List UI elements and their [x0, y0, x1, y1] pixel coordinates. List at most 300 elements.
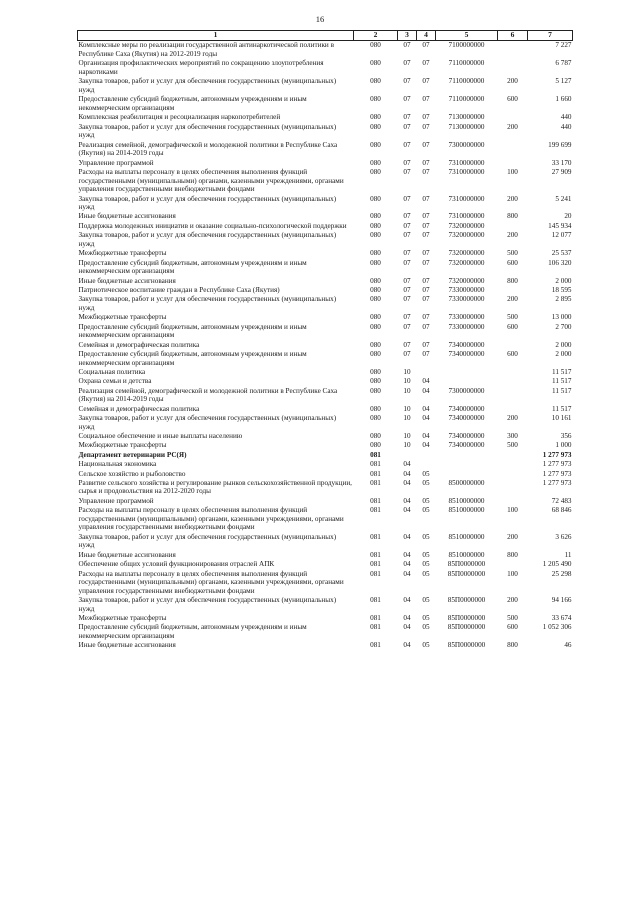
cell-c6: 600: [507, 95, 518, 104]
row-label: Сельское хозяйство и рыболовство: [78, 469, 186, 478]
cell-c5: 7310000000: [448, 167, 485, 176]
cell-c6: 800: [507, 212, 518, 221]
cell-c4: 05: [422, 596, 430, 605]
cell-c4: 07: [422, 194, 430, 203]
column-header: 1: [78, 31, 354, 41]
cell-c5: 8510000000: [448, 550, 485, 559]
cell-c3: 10: [403, 414, 411, 423]
cell-c2: 080: [370, 122, 381, 131]
cell-c5: [436, 460, 498, 469]
cell-c5: [436, 469, 498, 478]
cell-c5: 7340000000: [448, 404, 485, 413]
cell-c4: 05: [422, 569, 430, 578]
table-row: [78, 496, 573, 505]
cell-c6: [498, 560, 528, 569]
row-label: Комплексная реабилитация и ресоциализация наркопотребителей: [78, 113, 281, 122]
cell-c3: 07: [403, 59, 411, 68]
cell-c5: 7310000000: [448, 194, 485, 203]
table-row: [78, 386, 573, 404]
cell-c7: 3 626: [555, 532, 572, 541]
cell-c6: 200: [507, 194, 518, 203]
cell-c2: 081: [370, 496, 381, 505]
row-label: Межбюджетные трансферты: [78, 313, 167, 322]
row-label: Комплексные меры по реализации государственной антинаркотической политики в Республике Саха (Якутия) на 2012-2019 годы: [78, 41, 334, 58]
cell-c6: [498, 469, 528, 478]
cell-c2: 081: [370, 450, 381, 459]
cell-c5: 85П0000000: [447, 641, 486, 650]
table-row: [78, 212, 573, 221]
cell-c5: 7340000000: [448, 441, 485, 450]
cell-c2: 080: [370, 414, 381, 423]
cell-c7: 1 277 973: [542, 450, 572, 459]
page-number: 16: [315, 14, 325, 24]
cell-c7: 11 517: [552, 367, 572, 376]
cell-c3: 10: [403, 404, 411, 413]
cell-c4: 04: [422, 414, 430, 423]
table-row: [78, 168, 573, 195]
cell-c6: [498, 479, 528, 497]
cell-c7: 5 127: [555, 77, 572, 86]
cell-c7: 25 298: [551, 569, 572, 578]
table-row: [78, 59, 573, 77]
cell-c2: 080: [370, 231, 381, 240]
table-row: [78, 432, 573, 441]
cell-c4: 07: [422, 295, 430, 304]
row-label: Иные бюджетные ассигнования: [78, 276, 176, 285]
cell-c2: 081: [370, 641, 381, 650]
cell-c4: 07: [422, 249, 430, 258]
cell-c7: 199 699: [548, 140, 572, 149]
cell-c2: 080: [370, 367, 381, 376]
cell-c4: 04: [422, 386, 430, 395]
cell-c3: 07: [403, 167, 411, 176]
cell-c5: 7320000000: [448, 276, 485, 285]
table-header-row: [78, 31, 573, 41]
cell-c7: 2 895: [555, 295, 572, 304]
cell-c7: 1 205 490: [542, 560, 572, 569]
cell-c3: 10: [403, 441, 411, 450]
cell-c3: 04: [403, 596, 411, 605]
cell-c3: 07: [403, 276, 411, 285]
table-row: [78, 623, 573, 641]
cell-c2: 080: [370, 221, 381, 230]
cell-c6: 500: [507, 614, 518, 623]
cell-c4: 07: [422, 212, 430, 221]
cell-c7: 10 161: [551, 414, 572, 423]
cell-c4: 07: [422, 113, 430, 122]
row-label: Реализация семейной, демографической и молодежной политики в Республике Саха (Якутия) на 2014-2019 годы: [78, 140, 338, 158]
table-row: [78, 77, 573, 95]
cell-c3: 04: [403, 532, 411, 541]
table-row: [78, 140, 573, 158]
cell-c3: 07: [403, 295, 411, 304]
cell-c4: 04: [422, 432, 430, 441]
cell-c4: 07: [422, 285, 430, 294]
table-row: [78, 460, 573, 469]
cell-c6: [498, 158, 528, 167]
cell-c4: 07: [422, 349, 430, 358]
row-label: Закупка товаров, работ и услуг для обеспечения государственных (муниципальных) нужд: [78, 596, 337, 613]
cell-c3: [398, 450, 417, 459]
table-row: [78, 404, 573, 413]
cell-c7: 27 909: [551, 167, 572, 176]
cell-c6: 100: [507, 506, 518, 515]
cell-c4: 05: [422, 623, 430, 632]
cell-c2: 080: [370, 140, 381, 149]
cell-c6: [498, 221, 528, 230]
cell-c7: 20: [564, 212, 572, 221]
cell-c3: 04: [403, 641, 411, 650]
table-row: [78, 122, 573, 140]
cell-c6: [498, 450, 528, 459]
cell-c5: 7320000000: [448, 258, 485, 267]
cell-c4: 07: [422, 122, 430, 131]
cell-c5: 7110000000: [448, 95, 485, 104]
cell-c7: 7 227: [555, 41, 572, 50]
cell-c2: 080: [370, 404, 381, 413]
cell-c5: 8510000000: [448, 506, 485, 515]
table-row: [78, 506, 573, 533]
cell-c5: 7110000000: [448, 59, 485, 68]
cell-c2: 080: [370, 59, 381, 68]
cell-c6: 200: [507, 414, 518, 423]
row-label: Расходы на выплаты персоналу в целях обеспечения выполнения функций государственными (муниципальными) органами, казенными учреждениями, органами управления государственными внебюджетными фондами: [78, 569, 344, 595]
cell-c4: 05: [422, 614, 430, 623]
cell-c6: [498, 113, 528, 122]
cell-c5: 7340000000: [448, 340, 485, 349]
row-label: Управление программой: [78, 496, 154, 505]
cell-c2: 081: [370, 478, 381, 487]
cell-c4: 07: [422, 95, 430, 104]
cell-c2: 080: [370, 194, 381, 203]
cell-c2: 080: [370, 313, 381, 322]
cell-c4: [417, 460, 436, 469]
cell-c5: 7330000000: [448, 313, 485, 322]
cell-c4: 05: [422, 506, 430, 515]
cell-c5: 7320000000: [448, 221, 485, 230]
cell-c4: 04: [422, 377, 430, 386]
table-row: [78, 249, 573, 258]
cell-c7: 145 934: [548, 221, 572, 230]
cell-c2: 081: [370, 560, 381, 569]
cell-c4: 05: [422, 478, 430, 487]
cell-c2: 080: [370, 249, 381, 258]
cell-c4: 07: [422, 231, 430, 240]
cell-c2: 080: [370, 258, 381, 267]
table-row: [78, 41, 573, 59]
row-label: Предоставление субсидий бюджетным, автономным учреждениям и иным некоммерческим организациям: [78, 349, 307, 367]
cell-c7: 46: [564, 641, 572, 650]
row-label: Расходы на выплаты персоналу в целях обеспечения выполнения функций государственными (муниципальными) органами, казенными учреждениями, органами управления государственными внебюджетными фондами: [78, 506, 344, 532]
cell-c3: 07: [403, 322, 411, 331]
cell-c3: 07: [403, 140, 411, 149]
cell-c2: 081: [370, 596, 381, 605]
row-label: Иные бюджетные ассигнования: [78, 550, 176, 559]
cell-c6: [498, 340, 528, 349]
cell-c6: [498, 386, 528, 404]
cell-c4: 07: [422, 140, 430, 149]
row-label: Закупка товаров, работ и услуг для обеспечения государственных (муниципальных) нужд: [78, 414, 337, 431]
row-label: Расходы на выплаты персоналу в целях обеспечения выполнения функций государственными (муниципальными) органами, казенными учреждениями, органами управления государственными внебюджетными фондами: [78, 167, 344, 194]
cell-c3: 07: [403, 212, 411, 221]
row-label: Закупка товаров, работ и услуг для обеспечения государственных (муниципальных) нужд: [78, 122, 337, 140]
cell-c2: 080: [370, 386, 381, 395]
cell-c7: 11: [564, 550, 572, 559]
row-label: Закупка товаров, работ и услуг для обеспечения государственных (муниципальных) нужд: [78, 295, 337, 312]
cell-c3: 07: [403, 122, 411, 131]
cell-c5: 8510000000: [448, 496, 485, 505]
cell-c4: 04: [422, 441, 430, 450]
table-row: [78, 231, 573, 249]
cell-c3: 04: [403, 496, 411, 505]
cell-c6: 600: [507, 623, 518, 632]
table-body: [78, 41, 573, 651]
cell-c6: [498, 404, 528, 413]
cell-c3: 07: [403, 158, 411, 167]
cell-c5: 7320000000: [448, 249, 485, 258]
cell-c3: 04: [403, 550, 411, 559]
cell-c3: 07: [403, 231, 411, 240]
row-label: Развитие сельского хозяйства и регулирование рынков сельскохозяйственной продукции, сырья и продовольствия на 2012-2020 годы: [78, 478, 352, 496]
table-row: [78, 532, 573, 550]
cell-c2: 080: [370, 441, 381, 450]
table-row: [78, 194, 573, 212]
cell-c3: 10: [403, 377, 411, 386]
table-row: [78, 276, 573, 285]
column-header: 2: [354, 31, 398, 41]
cell-c4: 05: [422, 560, 430, 569]
cell-c5: 7300000000: [448, 386, 485, 395]
cell-c5: 8510000000: [448, 532, 485, 541]
cell-c4: 07: [422, 221, 430, 230]
cell-c5: 7130000000: [448, 113, 485, 122]
cell-c3: 07: [403, 221, 411, 230]
cell-c7: 1 000: [555, 441, 572, 450]
cell-c7: 12 077: [551, 231, 572, 240]
cell-c2: 080: [370, 295, 381, 304]
row-label: Закупка товаров, работ и услуг для обеспечения государственных (муниципальных) нужд: [78, 194, 337, 212]
cell-c6: [498, 460, 528, 469]
table-row: [78, 450, 573, 459]
cell-c6: 500: [507, 441, 518, 450]
cell-c7: 33 170: [551, 158, 572, 167]
cell-c3: 10: [403, 386, 411, 395]
cell-c2: 081: [370, 569, 381, 578]
cell-c3: 07: [403, 313, 411, 322]
cell-c5: 85П0000000: [447, 560, 486, 569]
row-label: Национальная экономика: [78, 460, 157, 469]
cell-c4: 05: [422, 496, 430, 505]
column-header: 6: [498, 31, 528, 41]
row-label: Патриотическое воспитание граждан в Республике Саха (Якутия): [78, 285, 280, 294]
cell-c4: 07: [422, 313, 430, 322]
row-label: Иные бюджетные ассигнования: [78, 212, 176, 221]
cell-c7: 68 846: [551, 506, 572, 515]
cell-c4: 04: [422, 404, 430, 413]
cell-c2: 081: [370, 460, 381, 469]
cell-c7: 2 000: [555, 349, 572, 358]
cell-c6: [498, 140, 528, 158]
cell-c6: [498, 368, 528, 377]
cell-c6: 600: [507, 349, 518, 358]
cell-c5: 7310000000: [448, 212, 485, 221]
cell-c4: 07: [422, 276, 430, 285]
cell-c7: 356: [560, 432, 572, 441]
cell-c3: 04: [403, 569, 411, 578]
cell-c6: 100: [507, 167, 518, 176]
cell-c3: 04: [403, 506, 411, 515]
cell-c2: 080: [370, 432, 381, 441]
cell-c6: 200: [507, 231, 518, 240]
cell-c2: 080: [370, 285, 381, 294]
column-header: 5: [436, 31, 498, 41]
table-row: [78, 596, 573, 614]
cell-c3: 10: [403, 432, 411, 441]
cell-c3: 04: [403, 460, 411, 469]
table-row: [78, 286, 573, 295]
cell-c4: 07: [422, 77, 430, 86]
cell-c6: [498, 41, 528, 59]
cell-c7: 1 660: [555, 95, 572, 104]
cell-c6: 200: [507, 295, 518, 304]
row-label: Межбюджетные трансферты: [78, 441, 167, 450]
cell-c6: 800: [507, 276, 518, 285]
table-row: [78, 469, 573, 478]
cell-c5: 7340000000: [448, 349, 485, 358]
cell-c6: [498, 496, 528, 505]
cell-c3: 04: [403, 478, 411, 487]
cell-c6: 800: [507, 550, 518, 559]
cell-c3: 07: [403, 349, 411, 358]
cell-c6: [498, 286, 528, 295]
cell-c7: 106 320: [548, 258, 572, 267]
table-row: [78, 560, 573, 569]
cell-c2: 080: [370, 322, 381, 331]
cell-c6: 600: [507, 258, 518, 267]
table-row: [78, 441, 573, 450]
table-row: [78, 614, 573, 623]
cell-c2: 080: [370, 77, 381, 86]
cell-c2: 080: [370, 340, 381, 349]
row-label: Семейная и демографическая политика: [78, 340, 200, 349]
cell-c2: 080: [370, 377, 381, 386]
cell-c3: 04: [403, 623, 411, 632]
cell-c5: 7300000000: [448, 140, 485, 149]
row-label: Межбюджетные трансферты: [78, 249, 167, 258]
cell-c2: 081: [370, 550, 381, 559]
cell-c7: 2 700: [555, 322, 572, 331]
table-row: [78, 340, 573, 349]
cell-c6: 100: [507, 569, 518, 578]
cell-c7: 1 277 973: [542, 478, 572, 487]
cell-c7: 440: [560, 122, 572, 131]
cell-c4: 07: [422, 41, 430, 50]
cell-c5: [436, 377, 498, 386]
cell-c5: 85П0000000: [447, 614, 486, 623]
cell-c7: 6 787: [555, 59, 572, 68]
row-label: Предоставление субсидий бюджетным, автономным учреждениям и иным некоммерческим организациям: [78, 322, 307, 340]
cell-c6: 500: [507, 249, 518, 258]
column-header: 7: [528, 31, 573, 41]
cell-c2: 081: [370, 506, 381, 515]
cell-c2: 080: [370, 41, 381, 50]
row-label: Обеспечение общих условий функционирования отраслей АПК: [78, 560, 275, 569]
cell-c2: 080: [370, 113, 381, 122]
cell-c5: 7330000000: [448, 322, 485, 331]
cell-c3: 07: [403, 77, 411, 86]
cell-c3: 07: [403, 194, 411, 203]
cell-c7: 1 052 306: [542, 623, 572, 632]
cell-c5: 7320000000: [448, 231, 485, 240]
cell-c6: 200: [507, 122, 518, 131]
column-header: 3: [398, 31, 417, 41]
cell-c7: 11 517: [552, 386, 572, 395]
row-label: Социальное обеспечение и иные выплаты населению: [78, 432, 243, 441]
row-label: Межбюджетные трансферты: [78, 614, 167, 623]
cell-c7: 1 277 973: [542, 469, 572, 478]
cell-c5: 7340000000: [448, 414, 485, 423]
cell-c7: 1 277 973: [542, 460, 572, 469]
row-label: Семейная и демографическая политика: [78, 404, 200, 413]
cell-c4: 05: [422, 550, 430, 559]
table-row: [78, 113, 573, 122]
cell-c2: 080: [370, 276, 381, 285]
table-row: [78, 158, 573, 167]
cell-c4: 07: [422, 158, 430, 167]
budget-table: [77, 30, 573, 650]
cell-c5: [436, 450, 498, 459]
cell-c7: 440: [560, 113, 572, 122]
cell-c7: 25 537: [551, 249, 572, 258]
cell-c2: 081: [370, 623, 381, 632]
row-label: Закупка товаров, работ и услуг для обеспечения государственных (муниципальных) нужд: [78, 231, 337, 248]
row-label: Поддержка молодежных инициатив и оказание социально-психологической поддержки: [78, 221, 347, 230]
cell-c2: 080: [370, 158, 381, 167]
cell-c2: 081: [370, 469, 381, 478]
table-row: [78, 377, 573, 386]
cell-c3: 10: [403, 367, 411, 376]
cell-c7: 72 483: [551, 496, 572, 505]
cell-c5: 7330000000: [448, 295, 485, 304]
cell-c6: 200: [507, 596, 518, 605]
cell-c6: 500: [507, 313, 518, 322]
cell-c2: 080: [370, 212, 381, 221]
cell-c4: 07: [422, 340, 430, 349]
cell-c6: [498, 59, 528, 77]
row-label: Предоставление субсидий бюджетным, автономным учреждениям и иным некоммерческим организациям: [78, 258, 307, 276]
cell-c5: [436, 368, 498, 377]
cell-c3: 04: [403, 560, 411, 569]
cell-c4: 05: [422, 532, 430, 541]
cell-c5: 85П0000000: [447, 569, 486, 578]
table-row: [78, 221, 573, 230]
cell-c3: 07: [403, 340, 411, 349]
row-label: Закупка товаров, работ и услуг для обеспечения государственных (муниципальных) нужд: [78, 532, 337, 550]
cell-c4: [417, 368, 436, 377]
cell-c5: 7310000000: [448, 158, 485, 167]
table-row: [78, 641, 573, 650]
table-row: [78, 479, 573, 497]
row-label: Закупка товаров, работ и услуг для обеспечения государственных (муниципальных) нужд: [78, 77, 337, 94]
row-label: Предоставление субсидий бюджетным, автономным учреждениям и иным некоммерческим организациям: [78, 623, 307, 641]
cell-c4: 07: [422, 59, 430, 68]
cell-c5: 85П0000000: [447, 596, 486, 605]
cell-c5: 7100000000: [448, 41, 485, 50]
table-row: [78, 569, 573, 596]
cell-c3: 04: [403, 614, 411, 623]
cell-c3: 07: [403, 113, 411, 122]
cell-c3: 07: [403, 285, 411, 294]
